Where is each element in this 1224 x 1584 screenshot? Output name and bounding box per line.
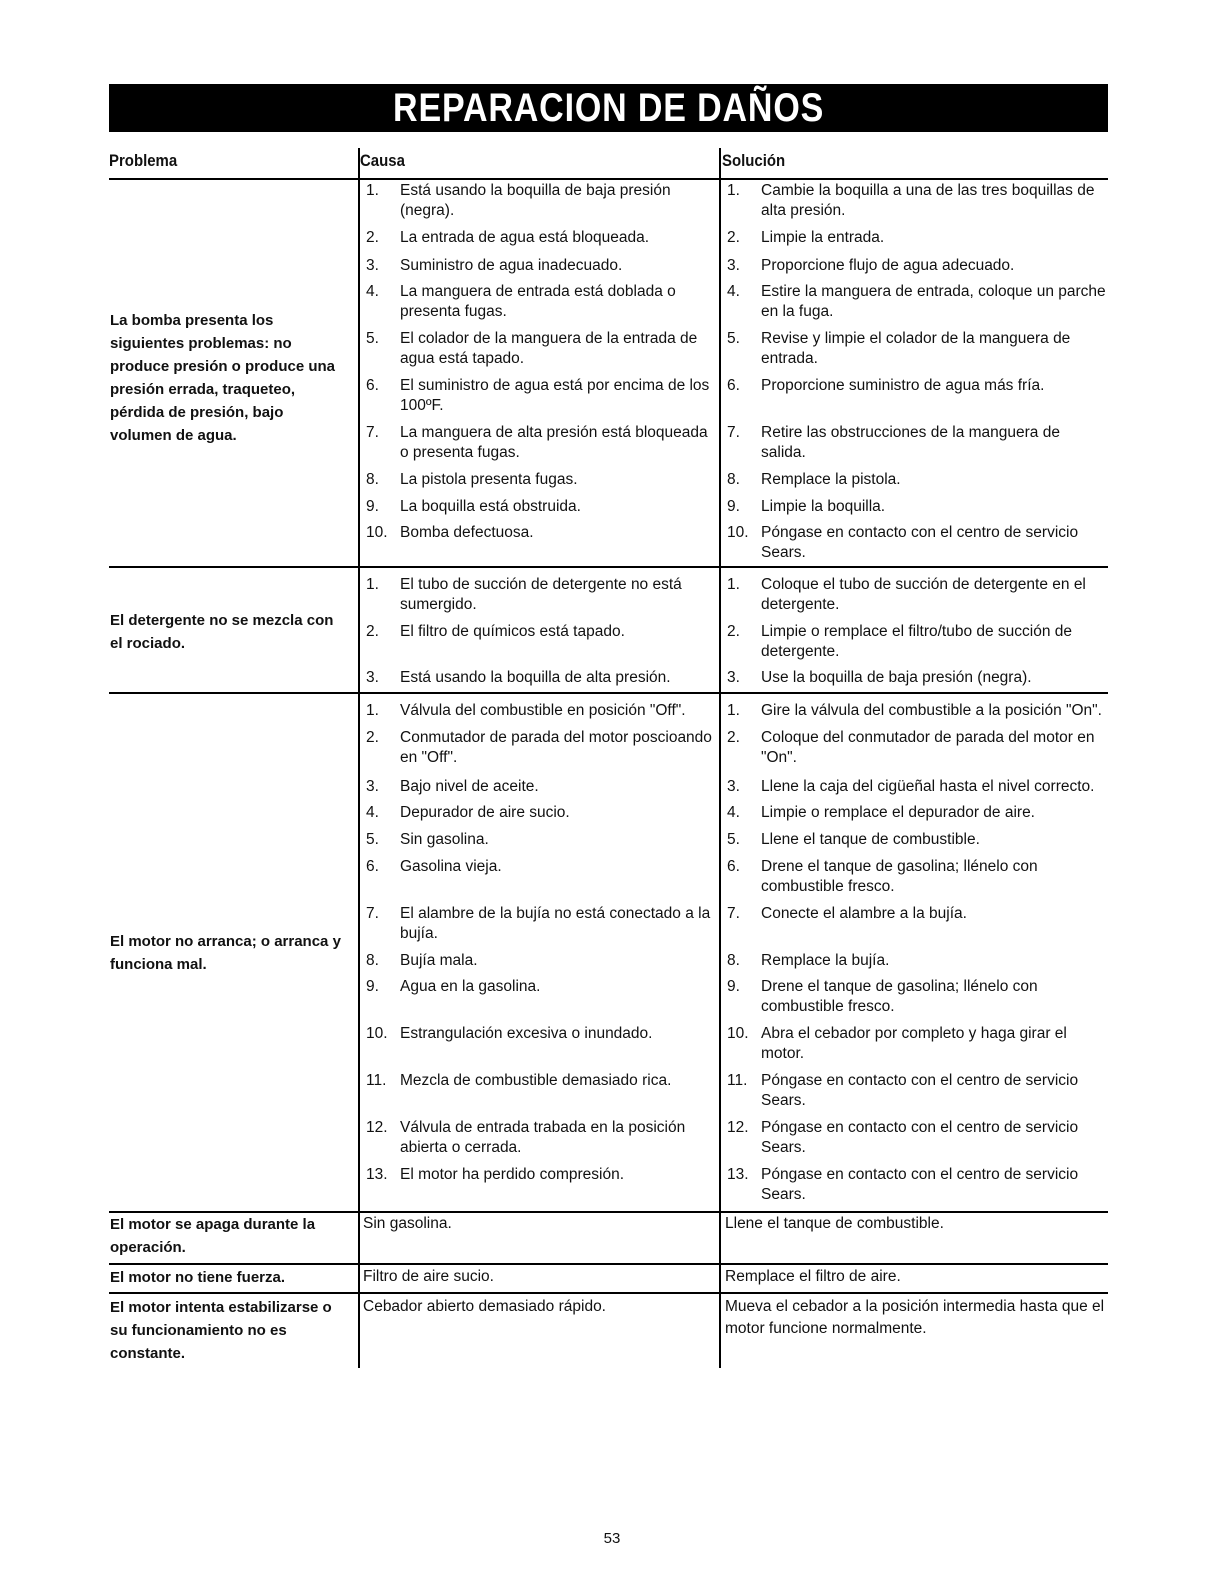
item-number: 1. (366, 182, 379, 199)
problem-engine-unstable: El motor intenta estabilizarse o su funcionamiento no es constante. (110, 1299, 332, 1362)
item-text: El alambre de la bujía no está conectado a la bujía. (400, 905, 711, 942)
item-number: 3. (366, 778, 379, 795)
item-number: 5. (727, 831, 740, 848)
item-number: 12. (727, 1119, 749, 1136)
item-text: Llene el tanque de combustible. (761, 831, 980, 848)
item-text: Coloque el tubo de succión de detergente en el detergente. (761, 576, 1086, 613)
header-causa: Causa (360, 151, 405, 170)
item-number: 6. (366, 377, 379, 394)
item-number: 8. (366, 952, 379, 969)
item-text: Válvula de entrada trabada en la posición abierta o cerrada. (400, 1119, 686, 1156)
item-number: 6. (727, 858, 740, 875)
item-number: 4. (366, 804, 379, 821)
item-text: Está usando la boquilla de alta presión. (400, 669, 671, 686)
item-number: 1. (727, 702, 740, 719)
item-text: Póngase en contacto con el centro de servicio Sears. (761, 1072, 1079, 1109)
problem-engine-stops: El motor se apaga durante la operación. (110, 1216, 316, 1256)
item-number: 2. (366, 229, 379, 246)
item-text: Agua en la gasolina. (400, 978, 541, 995)
item-text: Retire las obstrucciones de la manguera de salida. (761, 424, 1060, 461)
item-text: Póngase en contacto con el centro de servicio Sears. (761, 1166, 1079, 1203)
item-text: La manguera de alta presión está bloqueada o presenta fugas. (400, 424, 708, 461)
item-text: La manguera de entrada está doblada o presenta fugas. (400, 283, 676, 320)
item-text: Abra el cebador por completo y haga girar el motor. (761, 1025, 1067, 1062)
item-text: Bomba defectuosa. (400, 524, 534, 541)
item-text: Revise y limpie el colador de la manguera de entrada. (761, 330, 1071, 367)
item-number: 7. (366, 905, 379, 922)
item-text: Coloque del conmutador de parada del motor en "On". (761, 729, 1095, 766)
problem-engine-power: El motor no tiene fuerza. (110, 1269, 286, 1286)
item-text: Bujía mala. (400, 952, 478, 969)
item-number: 5. (727, 330, 740, 347)
item-number: 9. (727, 978, 740, 995)
item-text: Limpie la entrada. (761, 229, 885, 246)
item-text: La entrada de agua está bloqueada. (400, 229, 650, 246)
item-number: 11. (366, 1072, 387, 1089)
item-number: 8. (727, 952, 740, 969)
item-number: 9. (366, 498, 379, 515)
item-text: Gire la válvula del combustible a la posición "On". (761, 702, 1102, 719)
section-rule (109, 692, 1108, 694)
item-text: El motor ha perdido compresión. (400, 1166, 625, 1183)
header-problema: Problema (109, 151, 178, 170)
item-text: Limpie o remplace el depurador de aire. (761, 804, 1035, 821)
column-divider-causa (358, 148, 360, 1368)
item-text: Cambie la boquilla a una de las tres boquillas de alta presión. (761, 182, 1095, 219)
item-text: Póngase en contacto con el centro de servicio Sears. (761, 524, 1079, 561)
item-number: 2. (727, 229, 740, 246)
item-number: 3. (727, 257, 740, 274)
item-text: El filtro de químicos está tapado. (400, 623, 625, 640)
item-number: 6. (727, 377, 740, 394)
section-rule (109, 1263, 1108, 1265)
item-number: 10. (366, 1025, 388, 1042)
item-text: Proporcione flujo de agua adecuado. (761, 257, 1015, 274)
item-text: Limpie o remplace el filtro/tubo de succión de detergente. (761, 623, 1073, 660)
table-header (109, 148, 1108, 180)
item-number: 10. (366, 524, 388, 541)
item-text: Póngase en contacto con el centro de servicio Sears. (761, 1119, 1079, 1156)
item-number: 5. (366, 330, 379, 347)
problem-pump: La bomba presenta los siguientes problemas: no produce presión o produce una presión errada, traqueteo, pérdida de presión, bajo volumen de agua. (110, 312, 336, 444)
item-number: 13. (727, 1166, 749, 1183)
item-number: 3. (366, 257, 379, 274)
header-solucion: Solución (722, 151, 786, 170)
cause-text: Sin gasolina. (363, 1215, 452, 1232)
item-text: Suministro de agua inadecuado. (400, 257, 623, 274)
item-text: El suministro de agua está por encima de los 100ºF. (400, 377, 710, 414)
item-text: Drene el tanque de gasolina; llénelo con combustible fresco. (761, 858, 1038, 895)
solution-text: Remplace el filtro de aire. (725, 1268, 901, 1285)
problem-engine-start: El motor no arranca; o arranca y funciona mal. (110, 933, 341, 973)
item-text: Remplace la bujía. (761, 952, 890, 969)
item-number: 11. (727, 1072, 748, 1089)
item-number: 10. (727, 524, 749, 541)
item-number: 1. (727, 576, 740, 593)
item-number: 5. (366, 831, 379, 848)
item-text: Estire la manguera de entrada, coloque un parche en la fuga. (761, 283, 1106, 320)
item-number: 7. (366, 424, 379, 441)
item-text: Conmutador de parada del motor poscioando en "Off". (400, 729, 712, 766)
item-text: Remplace la pistola. (761, 471, 901, 488)
item-text: Limpie la boquilla. (761, 498, 886, 515)
item-text: Drene el tanque de gasolina; llénelo con combustible fresco. (761, 978, 1038, 1015)
solution-text: Llene el tanque de combustible. (725, 1215, 944, 1232)
item-number: 4. (727, 283, 740, 300)
problem-detergent: El detergente no se mezcla con el rociado. (110, 612, 334, 652)
item-number: 9. (366, 978, 379, 995)
solution-text: Mueva el cebador a la posición intermedia hasta que el motor funcione normalmente. (725, 1298, 1105, 1337)
item-number: 2. (366, 729, 379, 746)
item-text: Está usando la boquilla de baja presión (negra). (400, 182, 671, 219)
item-text: Depurador de aire sucio. (400, 804, 570, 821)
item-text: La pistola presenta fugas. (400, 471, 578, 488)
item-number: 8. (366, 471, 379, 488)
item-number: 8. (727, 471, 740, 488)
item-text: Estrangulación excesiva o inundado. (400, 1025, 653, 1042)
item-text: Sin gasolina. (400, 831, 489, 848)
item-number: 1. (727, 182, 740, 199)
cause-text: Filtro de aire sucio. (363, 1268, 494, 1285)
item-text: Proporcione suministro de agua más fría. (761, 377, 1045, 394)
item-text: Gasolina vieja. (400, 858, 502, 875)
item-number: 9. (727, 498, 740, 515)
item-number: 7. (727, 424, 740, 441)
section-rule (109, 1292, 1108, 1294)
item-number: 2. (366, 623, 379, 640)
item-text: La boquilla está obstruida. (400, 498, 581, 515)
item-number: 3. (727, 778, 740, 795)
item-text: Mezcla de combustible demasiado rica. (400, 1072, 672, 1089)
item-text: Use la boquilla de baja presión (negra). (761, 669, 1032, 686)
item-number: 1. (366, 576, 379, 593)
item-text: Válvula del combustible en posición "Off". (400, 702, 686, 719)
item-number: 4. (727, 804, 740, 821)
item-number: 3. (366, 669, 379, 686)
item-number: 4. (366, 283, 379, 300)
page-number: 53 (603, 1530, 621, 1547)
item-number: 12. (366, 1119, 388, 1136)
item-text: Bajo nivel de aceite. (400, 778, 539, 795)
item-number: 6. (366, 858, 379, 875)
section-rule (109, 566, 1108, 568)
item-number: 2. (727, 623, 740, 640)
cause-text: Cebador abierto demasiado rápido. (363, 1298, 606, 1315)
item-number: 3. (727, 669, 740, 686)
page-title: REPARACION DE DAÑOS (109, 84, 1108, 132)
item-number: 7. (727, 905, 740, 922)
item-number: 10. (727, 1025, 749, 1042)
column-divider-solucion (719, 148, 721, 1368)
item-number: 13. (366, 1166, 388, 1183)
item-text: El tubo de succión de detergente no está sumergido. (400, 576, 682, 613)
item-text: Conecte el alambre a la bujía. (761, 905, 967, 922)
item-number: 1. (366, 702, 379, 719)
item-text: El colador de la manguera de la entrada de agua está tapado. (400, 330, 698, 367)
item-text: Llene la caja del cigüeñal hasta el nivel correcto. (761, 778, 1095, 795)
header-rule (109, 178, 1108, 180)
item-number: 2. (727, 729, 740, 746)
